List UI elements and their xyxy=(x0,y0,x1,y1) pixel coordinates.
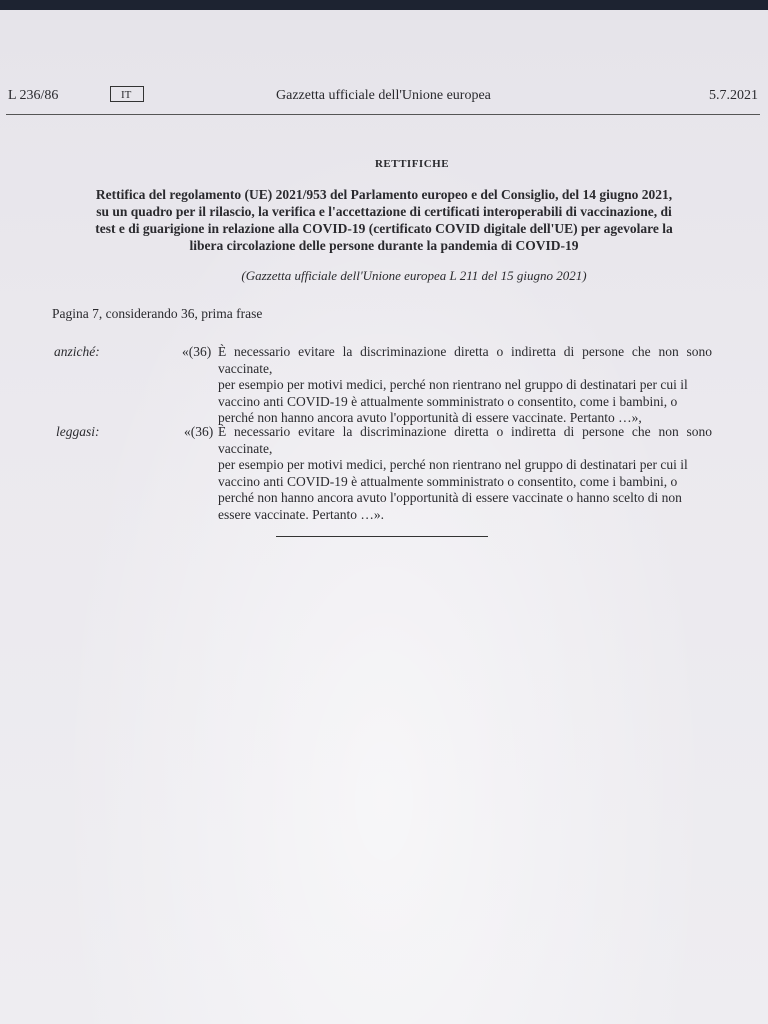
entry-label-read: leggasi: xyxy=(56,424,100,439)
journal-header xyxy=(0,88,768,110)
document-page xyxy=(0,10,768,1024)
entry-line: perché non hanno ancora avuto l'opportunità di essere vaccinate o hanno scelto di non xyxy=(218,490,682,505)
entry-line: essere vaccinate. Pertanto …». xyxy=(218,506,385,522)
title-line: test e di guarigione in relazione alla COVID-19 (certificato COVID digitale dell'UE) per agevolare la xyxy=(95,221,673,236)
journal-date: 5.7.2021 xyxy=(709,88,758,103)
screen-bezel xyxy=(0,0,768,10)
entry-number: «(36) xyxy=(184,424,214,439)
language-badge: IT xyxy=(110,86,144,102)
title-line: libera circolazione delle persone durante la pandemia di COVID-19 xyxy=(189,238,579,253)
entry-number: «(36) xyxy=(182,344,212,359)
entry-text-instead xyxy=(218,344,712,427)
header-divider xyxy=(6,114,760,115)
title-line: Rettifica del regolamento (UE) 2021/953 del Parlamento europeo e del Consiglio, del 14 giugno 2021, xyxy=(95,187,673,202)
entry-line: È necessario evitare la discriminazione diretta o indiretta di persone che non sono vaccinate, xyxy=(218,424,712,456)
journal-name: Gazzetta ufficiale dell'Unione europea xyxy=(276,88,491,103)
entry-line: per esempio per motivi medici, perché non rientrano nel gruppo di destinatari per cui il xyxy=(218,457,688,472)
entry-line: È necessario evitare la discriminazione diretta o indiretta di persone che non sono vaccinate, xyxy=(218,344,712,376)
entry-text-read xyxy=(218,424,712,523)
section-title: RETTIFICHE xyxy=(374,158,450,170)
end-divider xyxy=(276,536,488,537)
journal-reference: L 236/86 xyxy=(8,88,59,103)
title-line: su un quadro per il rilascio, la verifica e l'accettazione di certificati interoperabili di vaccinazione, di xyxy=(96,204,672,219)
journal-citation: (Gazzetta ufficiale dell'Unione europea L 211 del 15 giugno 2021) xyxy=(241,268,587,283)
entry-line: perché non hanno ancora avuto l'opportunità di essere vaccinate. Pertanto …», xyxy=(218,410,642,425)
document-title xyxy=(84,186,684,254)
correction-location: Pagina 7, considerando 36, prima frase xyxy=(52,306,263,321)
entry-line: vaccino anti COVID-19 è attualmente somministrato o consentito, come i bambini, o xyxy=(218,393,678,409)
entry-line: per esempio per motivi medici, perché non rientrano nel gruppo di destinatari per cui il xyxy=(218,377,688,392)
entry-line: vaccino anti COVID-19 è attualmente somministrato o consentito, come i bambini, o xyxy=(218,473,678,489)
entry-label-instead: anziché: xyxy=(54,344,100,359)
